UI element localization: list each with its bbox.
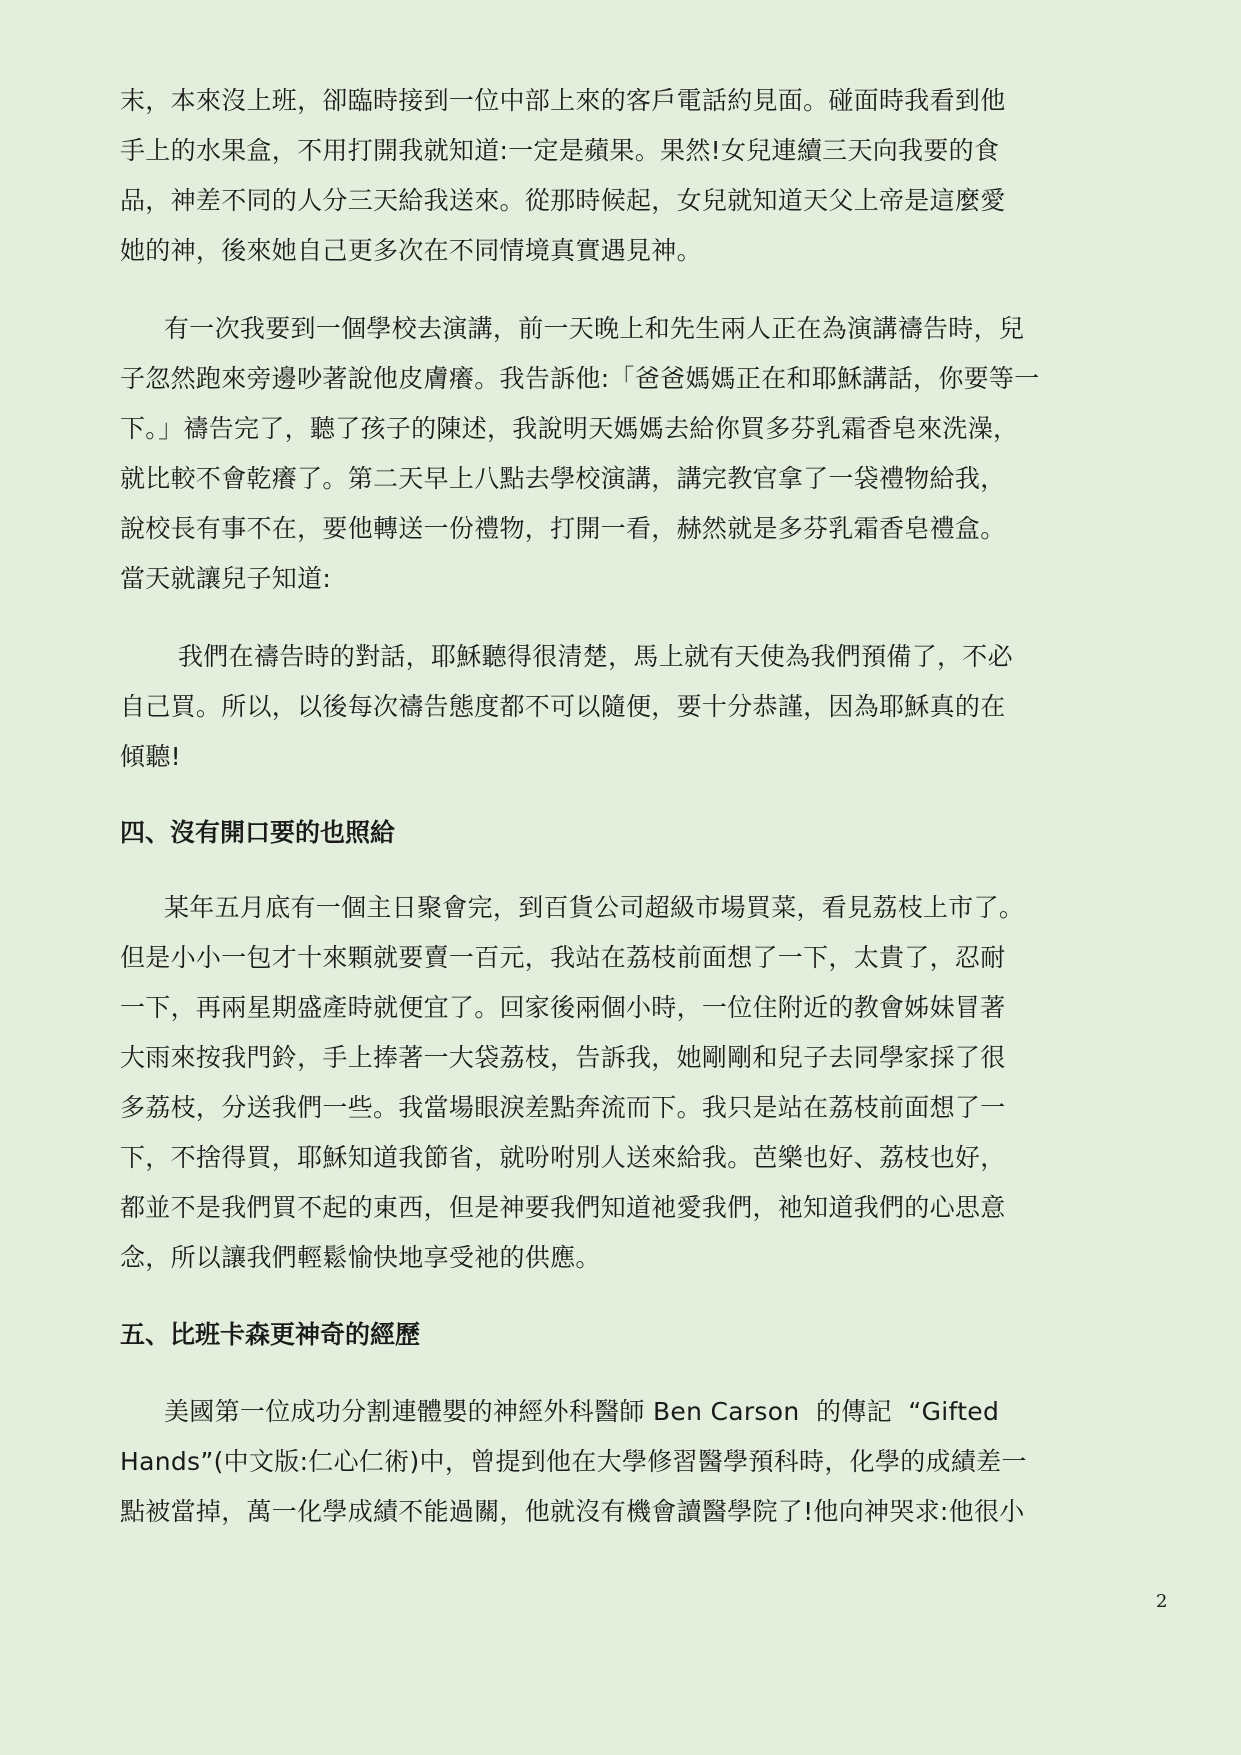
- paragraph-3-line-2: 自己買。所以，以後每次禱告態度都不可以隨便，要十分恭謹，因為耶穌真的在: [120, 692, 1006, 721]
- paragraph-5-line-7: 都並不是我們買不起的東西，但是神要我們知道祂愛我們，祂知道我們的心思意: [120, 1193, 1006, 1222]
- paragraph-7-line-2: Hands”(中文版:仁心仁術)中，曾提到他在大學修習醫學預科時，化學的成績差一: [120, 1447, 1027, 1476]
- paragraph-2-line-6: 當天就讓兒子知道:: [120, 564, 332, 593]
- paragraph-5-line-8: 念，所以讓我們輕鬆愉快地享受祂的供應。: [120, 1243, 601, 1272]
- paragraph-5-line-3: 一下，再兩星期盛產時就便宜了。回家後兩個小時，一位住附近的教會姊妹冒著: [120, 993, 1006, 1022]
- paragraph-3-line-3: 傾聽!: [120, 742, 181, 771]
- page-number: 2: [1156, 1591, 1168, 1612]
- paragraph-5-line-5: 多荔枝，分送我們一些。我當場眼淚差點奔流而下。我只是站在荔枝前面想了一: [120, 1093, 1006, 1122]
- section-heading-4: 四、沒有開口要的也照給: [120, 818, 396, 847]
- paragraph-3-line-1: 我們在禱告時的對話，耶穌聽得很清楚，馬上就有天使為我們預備了，不必: [178, 642, 1013, 671]
- paragraph-5-line-1: 某年五月底有一個主日聚會完，到百貨公司超級市場買菜，看見荔枝上市了。: [164, 893, 1025, 922]
- section-heading-5: 五、比班卡森更神奇的經歷: [120, 1320, 421, 1349]
- paragraph-2-line-3: 下。」禱告完了，聽了孩子的陳述，我說明天媽媽去給你買多芬乳霜香皂來洗澡，: [120, 414, 1019, 443]
- paragraph-5-line-2: 但是小小一包才十來顆就要賣一百元，我站在荔枝前面想了一下，太貴了，忍耐: [120, 943, 1006, 972]
- paragraph-5-line-4: 大雨來按我門鈴，手上捧著一大袋荔枝，告訴我，她剛剛和兒子去同學家採了很: [120, 1043, 1006, 1072]
- paragraph-7-line-3: 點被當掉，萬一化學成績不能過關，他就沒有機會讀醫學院了!他向神哭求:他很小: [120, 1497, 1025, 1526]
- paragraph-2-line-2: 子忽然跑來旁邊吵著說他皮膚癢。我告訴他:「爸爸媽媽正在和耶穌講話，你要等一: [120, 364, 1040, 393]
- paragraph-2-line-4: 就比較不會乾癢了。第二天早上八點去學校演講，講完教官拿了一袋禮物給我，: [120, 464, 1006, 493]
- paragraph-1-line-4: 她的神，後來她自己更多次在不同情境真實遇見神。: [120, 236, 702, 265]
- paragraph-1-line-3: 品，神差不同的人分三天給我送來。從那時候起，女兒就知道天父上帝是這麼愛: [120, 186, 1006, 215]
- paragraph-1-line-2: 手上的水果盒，不用打開我就知道:一定是蘋果。果然!女兒連續三天向我要的食: [120, 136, 1000, 165]
- paragraph-2-line-1: 有一次我要到一個學校去演講，前一天晚上和先生兩人正在為演講禱告時，兒: [164, 314, 1025, 343]
- paragraph-1-line-1: 末，本來沒上班，卻臨時接到一位中部上來的客戶電話約見面。碰面時我看到他: [120, 86, 1006, 115]
- paragraph-7-line-1: 美國第一位成功分割連體嬰的神經外科醫師 Ben Carson 的傳記 “Gifted: [164, 1397, 1000, 1426]
- paragraph-5-line-6: 下，不捨得買，耶穌知道我節省，就吩咐別人送來給我。芭樂也好、荔枝也好，: [120, 1143, 1006, 1172]
- paragraph-2-line-5: 說校長有事不在，要他轉送一份禮物，打開一看，赫然就是多芬乳霜香皂禮盒。: [120, 514, 1006, 543]
